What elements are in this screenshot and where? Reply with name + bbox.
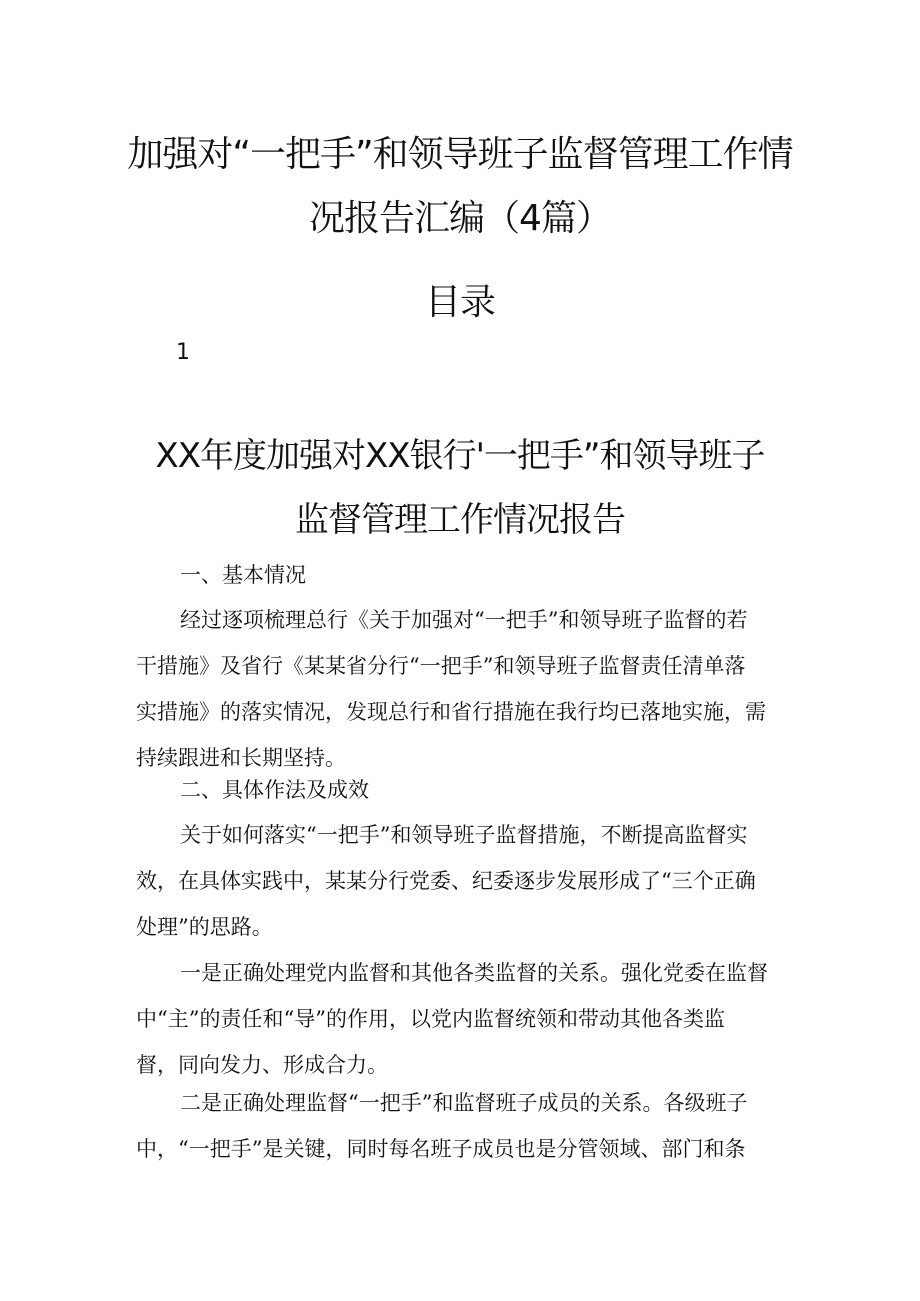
- point-2-paragraph: [136, 1080, 796, 1172]
- section-2-heading: 二、具体作法及成效: [180, 778, 369, 802]
- document-title-line-2: 况报告汇编（4篇）: [309, 198, 611, 239]
- paragraph-line: 处理”的思路。: [136, 915, 273, 939]
- paragraph-line: 干措施》及省行《某某省分行“一把手”和领导班子监督责任清单落: [136, 654, 746, 678]
- section-1-paragraph: [136, 597, 796, 781]
- table-of-contents-heading: 目录: [424, 282, 495, 323]
- paragraph-line: 中“主”的责任和“导”的作用，以党内监督统领和带动其他各类监: [136, 1007, 725, 1031]
- report-title-line-1: XX年度加强对XX银行'一把手”和领导班子: [155, 436, 765, 476]
- paragraph-line: 效，在具体实践中，某某分行党委、纪委逐步发展形成了“三个正确: [136, 869, 756, 893]
- report-title-line-2: 监督管理工作情况报告: [295, 500, 625, 540]
- section-1-heading: 一、基本情况: [180, 563, 306, 587]
- paragraph-line: 经过逐项梳理总行《关于加强对“一把手”和领导班子监督的若: [180, 608, 748, 632]
- paragraph-line: 持续跟进和长期坚持。: [136, 746, 346, 770]
- section-2-intro-paragraph: [136, 812, 796, 950]
- paragraph-line: 督，同向发力、形成合力。: [136, 1053, 388, 1077]
- paragraph-line: 一是正确处理党内监督和其他各类监督的关系。强化党委在监督: [180, 961, 768, 985]
- paragraph-line: 中，“一把手”是关键，同时每名班子成员也是分管领域、部门和条: [136, 1137, 746, 1161]
- toc-item-number: 1: [176, 340, 190, 365]
- paragraph-line: 关于如何落实“一把手”和领导班子监督措施，不断提高监督实: [180, 823, 748, 847]
- paragraph-line: 二是正确处理监督“一把手”和监督班子成员的关系。各级班子: [180, 1091, 748, 1115]
- paragraph-line: 实措施》的落实情况，发现总行和省行措施在我行均已落地实施，需: [136, 700, 766, 724]
- document-title-line-1: 加强对“一把手”和领导班子监督管理工作情: [127, 134, 793, 175]
- point-1-paragraph: [136, 950, 796, 1088]
